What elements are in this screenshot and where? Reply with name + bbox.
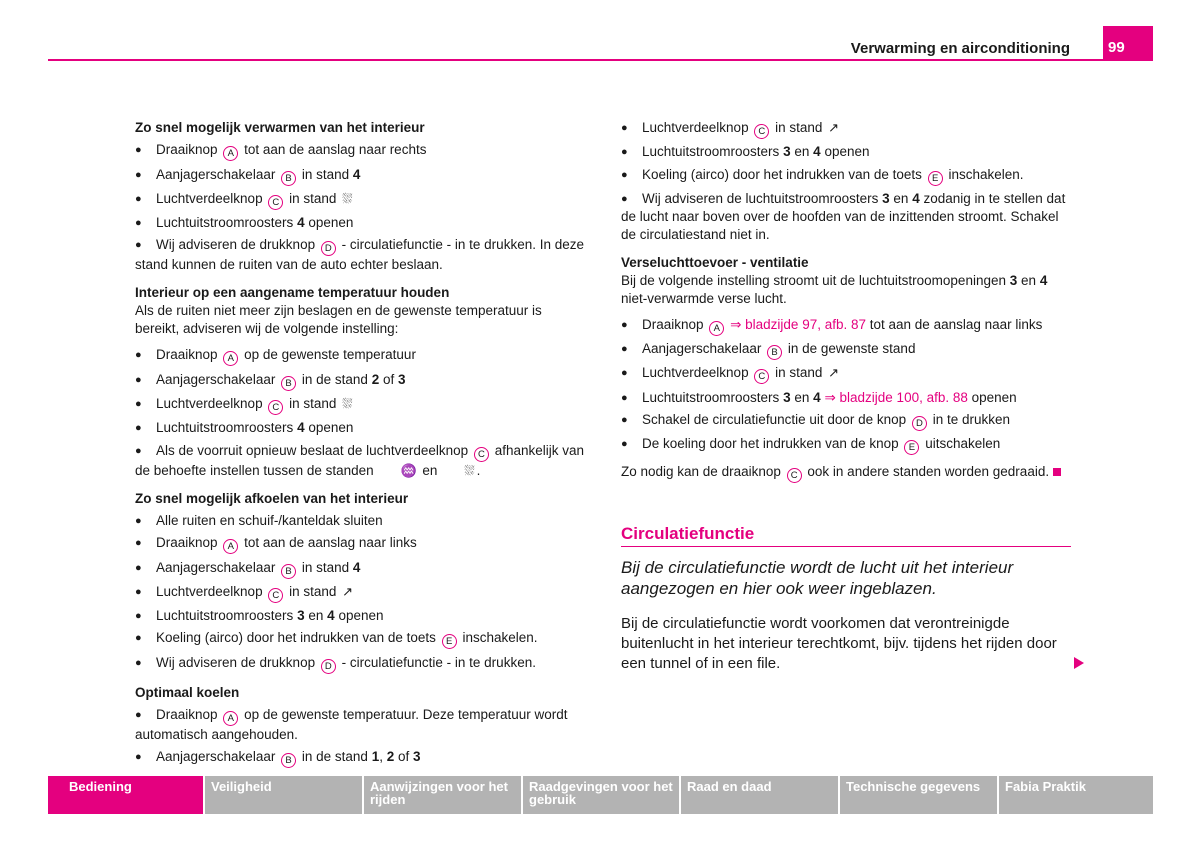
air-face-vent-icon: ↗ — [828, 120, 840, 135]
air-face-vent-icon: ↗ — [342, 583, 354, 599]
control-key-b: B — [281, 564, 296, 579]
control-key-b: B — [281, 171, 296, 186]
control-key-d: D — [912, 416, 927, 431]
control-key-a: A — [223, 146, 238, 161]
paragraph: Als de ruiten niet meer zijn beslagen en de gewenste temperatuur is bereikt, adviseren wij de volgende instelling: — [135, 303, 542, 337]
control-key-c: C — [754, 124, 769, 139]
heading-ventilation: Verseluchttoevoer - ventilatie — [621, 254, 809, 270]
list-item: ● Luchtuitstroomroosters 4 openen — [135, 419, 585, 437]
tab-raad-en-daad[interactable]: Raad en daad — [681, 776, 838, 814]
list-item: ● Aanjagerschakelaar B in stand 4 — [135, 166, 585, 186]
tab-technische-gegevens[interactable]: Technische gegevens — [840, 776, 997, 814]
control-key-c: C — [268, 400, 283, 415]
right-column — [621, 119, 1071, 483]
control-key-e: E — [442, 634, 457, 649]
heading-comfort-temperature: Interieur op een aangename temperatuur houden — [135, 285, 450, 301]
control-key-c: C — [754, 369, 769, 384]
list-item: ● Luchtverdeelknop C in stand ↗ — [135, 583, 585, 603]
control-key-c: C — [268, 588, 283, 603]
list-item: ● Luchtverdeelknop C in stand ↗ — [621, 119, 1071, 139]
left-column — [135, 119, 585, 768]
air-distribution-icon: ⛆ — [342, 396, 353, 412]
list-item: ● Aanjagerschakelaar B in stand 4 — [135, 559, 585, 579]
air-distribution-icon: ⛆ — [342, 190, 353, 206]
header-rule — [48, 59, 1153, 61]
list-item: ● Alle ruiten en schuif-/kanteldak sluiten — [135, 512, 585, 530]
list-item: ● Draaiknop A op de gewenste temperatuur. Deze temperatuur wordt automatisch aangehouden. — [135, 706, 585, 744]
list-item: ● Wij adviseren de drukknop D - circulatiefunctie - in te drukken. In deze stand kunnen de ruiten van de auto echter beslaan. — [135, 236, 585, 274]
page-reference-link[interactable]: bladzijde 100, afb. 88 — [839, 389, 968, 405]
control-key-b: B — [281, 376, 296, 391]
list-item: ● Luchtverdeelknop C in stand ⛆ — [135, 190, 585, 210]
tab-aanwijzingen[interactable]: Aanwijzingen voor het rijden — [364, 776, 521, 814]
list-item: ● Aanjagerschakelaar B in de stand 1, 2 of 3 — [135, 748, 585, 768]
heading-optimal-cooling: Optimaal koelen — [135, 684, 240, 700]
list-item: ● Luchtuitstroomroosters 3 en 4 openen — [135, 607, 585, 625]
control-key-a: A — [709, 321, 724, 336]
air-distribution-icon: ⛆ — [464, 462, 475, 478]
air-face-vent-icon: ↗ — [828, 365, 840, 381]
page-number: 99 — [1103, 26, 1153, 60]
list-item: ● Luchtuitstroomroosters 4 openen — [135, 214, 585, 232]
section-lead: Bij de circulatiefunctie wordt de lucht uit het interieur aangezogen en hier ook weer ingeblazen. — [621, 558, 1014, 598]
defrost-icon: ♒ — [400, 462, 417, 478]
list-item: ● Wij adviseren de drukknop D - circulatiefunctie - in te drukken. — [135, 654, 585, 674]
list-item: ● Draaiknop A ⇒ bladzijde 97, afb. 87 tot aan de aanslag naar links — [621, 316, 1071, 336]
list-item: ● Koeling (airco) door het indrukken van de toets E inschakelen. — [135, 629, 585, 649]
note: Zo nodig kan de draaiknop C ook in andere standen worden gedraaid. — [621, 463, 1071, 483]
list-item: ● De koeling door het indrukken van de knop E uitschakelen — [621, 435, 1071, 455]
control-key-a: A — [223, 711, 238, 726]
chapter-title: Verwarming en airconditioning — [850, 40, 1070, 57]
list-item: ● Luchtuitstroomroosters 3 en 4 ⇒ bladzijde 100, afb. 88 openen — [621, 389, 1071, 407]
page-reference-link[interactable]: bladzijde 97, afb. 87 — [745, 316, 866, 332]
list-item: ● Draaiknop A op de gewenste temperatuur — [135, 346, 585, 366]
footer-nav — [48, 776, 1153, 814]
control-key-e: E — [904, 440, 919, 455]
list-item: ● Aanjagerschakelaar B in de stand 2 of 3 — [135, 371, 585, 391]
list-item: ● Wij adviseren de luchtuitstroomroosters 3 en 4 zodanig in te stellen dat de lucht naar boven over de hoofden van de inzittenden stroomt. Schakel de circulatiestand niet in. — [621, 190, 1071, 244]
list-item: ● Schakel de circulatiefunctie uit door de knop D in te drukken — [621, 411, 1071, 431]
section-end-marker-icon — [1053, 468, 1061, 476]
control-key-a: A — [223, 351, 238, 366]
heading-fast-cooling: Zo snel mogelijk afkoelen van het interieur — [135, 490, 409, 506]
control-key-c: C — [268, 195, 283, 210]
section-rule — [621, 546, 1071, 547]
control-key-e: E — [928, 171, 943, 186]
section-title: Circulatiefunctie — [621, 524, 755, 543]
continue-arrow-icon — [1074, 657, 1084, 669]
list-item: ● Luchtverdeelknop C in stand ⛆ — [135, 395, 585, 415]
arrow-right-icon: ⇒ — [730, 316, 742, 332]
control-key-b: B — [281, 753, 296, 768]
list-item: ● Luchtverdeelknop C in stand ↗ — [621, 364, 1071, 384]
list-item: ● Luchtuitstroomroosters 3 en 4 openen — [621, 143, 1071, 161]
heading-fast-heating: Zo snel mogelijk verwarmen van het interieur — [135, 120, 425, 135]
tab-fabia-praktik[interactable]: Fabia Praktik — [999, 776, 1153, 814]
list-item: ● Draaiknop A tot aan de aanslag naar rechts — [135, 141, 585, 161]
tab-raadgevingen[interactable]: Raadgevingen voor het gebruik — [523, 776, 679, 814]
section-body: Bij de circulatiefunctie wordt voorkomen dat verontreinigde buitenlucht in het interieur terechtkomt, bijv. tijdens het rijden door een tunnel of in een file. — [621, 615, 1057, 672]
control-key-c: C — [474, 447, 489, 462]
control-key-d: D — [321, 241, 336, 256]
control-key-b: B — [767, 345, 782, 360]
tab-veiligheid[interactable]: Veiligheid — [205, 776, 362, 814]
paragraph: Bij de volgende instelling stroomt uit de luchtuitstroomopeningen 3 en 4 niet-verwarmde verse lucht. — [621, 272, 1048, 306]
arrow-right-icon: ⇒ — [824, 389, 836, 405]
tab-bediening[interactable]: Bediening — [48, 776, 203, 814]
control-key-c: C — [787, 468, 802, 483]
list-item: ● Als de voorruit opnieuw beslaat de luchtverdeelknop C afhankelijk van de behoefte instellen tussen de standen ♒ en ⛆ . — [135, 442, 585, 480]
control-key-a: A — [223, 539, 238, 554]
list-item: ● Aanjagerschakelaar B in de gewenste stand — [621, 340, 1071, 360]
list-item: ● Koeling (airco) door het indrukken van de toets E inschakelen. — [621, 166, 1071, 186]
control-key-d: D — [321, 659, 336, 674]
list-item: ● Draaiknop A tot aan de aanslag naar links — [135, 534, 585, 554]
